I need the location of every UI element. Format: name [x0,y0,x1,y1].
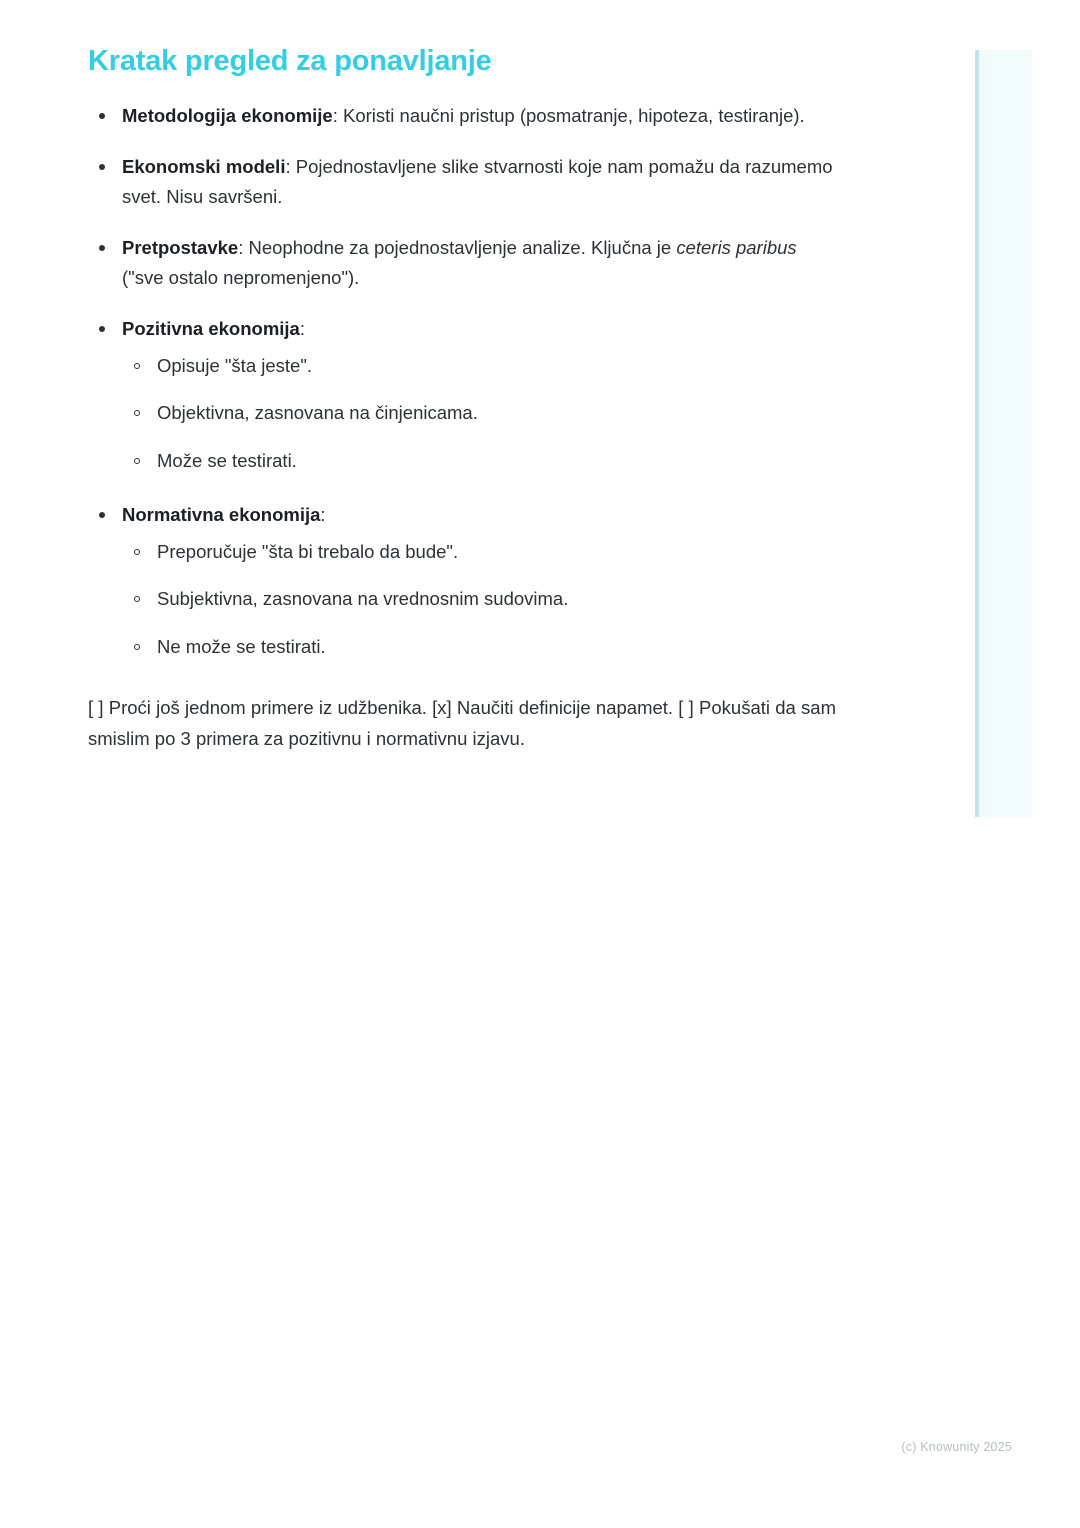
list-item-separator: : [320,503,326,525]
sub-list-item-text: Preporučuje "šta bi trebalo da bude". [157,540,459,562]
todo-checklist-paragraph: [ ] Proći još jednom primere iz udžbenika. [x] Naučiti definicije napamet. [ ] Pokušati da sam smislim po 3 primera za pozitivnu i normativnu izjavu. [88,696,836,750]
bullet-circle-icon [134,458,140,464]
sub-list-item [122,633,836,662]
list-item-lead: Metodologija ekonomije [122,104,333,126]
bullet-circle-icon [134,596,140,602]
list-item-text: Pojednostavljene slike stvarnosti koje nam pomažu da razumemo svet. Nisu savršeni. [122,155,833,207]
list-item-separator: : [299,317,305,339]
list-item-text: Koristi naučni pristup (posmatranje, hipoteza, testiranje). [343,104,805,126]
bullet-circle-icon [134,410,140,416]
decorative-side-panel [975,50,1032,817]
sub-bullet-list [122,538,836,662]
bullet-disc-icon [99,164,105,170]
sub-list-item-text: Subjektivna, zasnovana na vrednosnim sudovima. [157,588,569,610]
list-item-lead: Pozitivna ekonomija [122,317,300,339]
list-item-separator: : [332,104,343,126]
list-item-italic-term: ceteris paribus [676,236,797,258]
page-title: Kratak pregled za ponavljanje [88,45,492,77]
list-item-separator: : [238,236,249,258]
list-item [88,101,836,131]
list-item [88,500,836,662]
sub-bullet-list [122,352,836,476]
bullet-circle-icon [134,644,140,650]
document-content [88,44,836,755]
list-item [88,314,836,476]
sub-list-item-text: Opisuje "šta jeste". [157,354,313,376]
bullet-disc-icon [99,326,105,332]
sub-list-item [122,538,836,567]
sub-list-item [122,447,836,476]
list-item-separator: : [285,155,296,177]
list-item-text-after-italic: ("sve ostalo nepromenjeno"). [122,266,360,288]
summary-bullet-list [88,101,836,662]
bullet-disc-icon [99,245,105,251]
list-item [88,233,836,293]
sub-list-item [122,399,836,428]
list-item-lead: Ekonomski modeli [122,155,286,177]
sub-list-item-text: Ne može se testirati. [157,635,326,657]
sub-list-item-text: Objektivna, zasnovana na činjenicama. [157,402,478,424]
list-item-text-before-italic: Neophodne za pojednostavljenje analize. Ključna je [248,236,677,258]
bullet-circle-icon [134,549,140,555]
sub-list-item [122,352,836,381]
bullet-disc-icon [99,512,105,518]
list-item-lead: Normativna ekonomija [122,503,321,525]
bullet-circle-icon [134,363,140,369]
list-item [88,152,836,212]
list-item-lead: Pretpostavke [122,236,239,258]
sub-list-item-text: Može se testirati. [157,449,297,471]
copyright-footer: (c) Knowunity 2025 [901,1440,1012,1454]
sub-list-item [122,585,836,614]
bullet-disc-icon [99,113,105,119]
